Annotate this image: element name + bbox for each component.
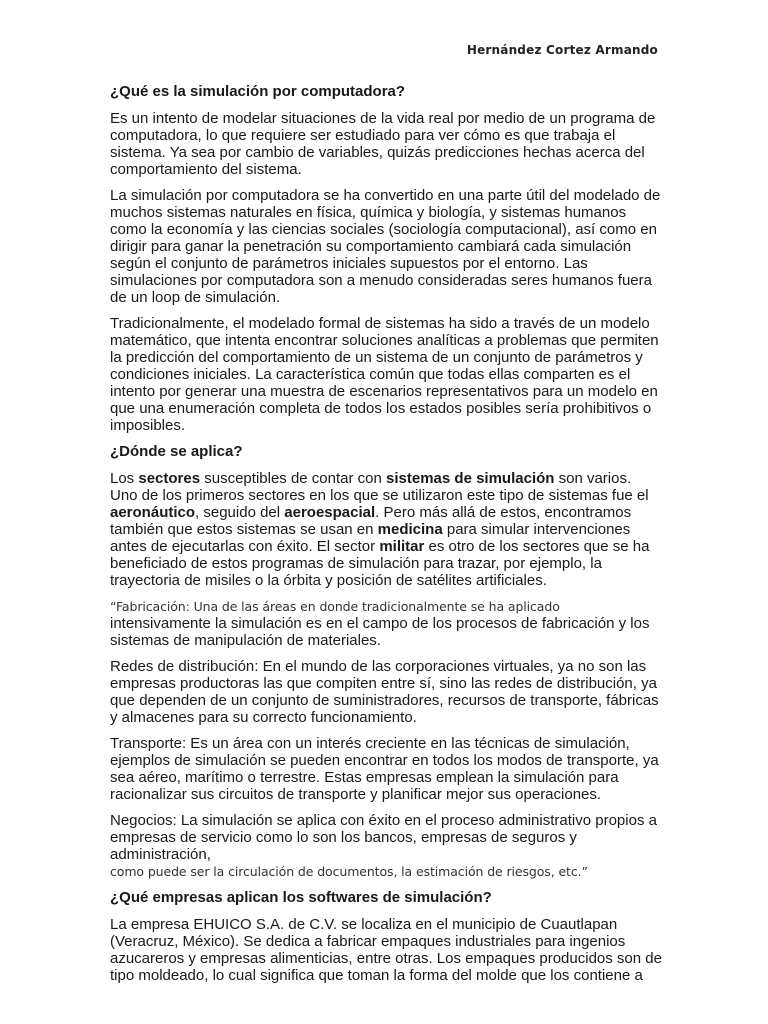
fabricacion-rest: intensivamente la simulación es en el campo de los procesos de fabricación y los sistemas de manipulación de materiales.	[110, 615, 650, 649]
paragraph-fabricacion	[110, 598, 662, 649]
paragraph-ehuico: La empresa EHUICO S.A. de C.V. se localiza en el municipio de Cuautlapan (Veracruz, México). Se dedica a fabricar empaques industriales para ingenios azucareros y empresas alimenticias, entre otras. Los empaques producidos son de tipo moldeado, lo cual significa que toman la forma del molde que los contiene a	[110, 916, 662, 984]
heading-que-es-simulacion: ¿Qué es la simulación por computadora?	[110, 83, 406, 100]
paragraph-definicion: Es un intento de modelar situaciones de la vida real por medio de un programa de computadora, lo que requiere ser estudiado para ver cómo es que trabaja el sistema. Ya sea por cambio de variables, quizás predicciones hechas acerca del comportamiento del sistema.	[110, 110, 656, 178]
paragraph-redes-distribucion: Redes de distribución: En el mundo de las corporaciones virtuales, ya no son las empresas productoras las que compiten entre sí, sino las redes de distribución, ya que dependen de un conjunto de suministradores, recursos de transporte, fábricas y almacenes para su correcto funcionamiento.	[110, 658, 659, 726]
document-body	[110, 83, 662, 993]
negocios-tail: como puede ser la circulación de documentos, la estimación de riesgos, etc.”	[110, 864, 588, 879]
fabricacion-lead: “Fabricación: Una de las áreas en donde tradicionalmente se ha aplicado	[110, 599, 560, 614]
paragraph-simulacion-util: La simulación por computadora se ha convertido en una parte útil del modelado de muchos sistemas naturales en física, química y biología, y sistemas humanos como la economía y las ciencias sociales (sociología computacional), así como en dirigir para ganar la penetración su comportamiento cambiará cada simulación según el conjunto de parámetros iniciales supuestos por el entorno. Las simulaciones por computadora son a menudo consideradas seres humanos fuera de un loop de simulación.	[110, 187, 661, 306]
paragraph-sectores: Los sectores susceptibles de contar con sistemas de simulación son varios. Uno de los primeros sectores en los que se utilizaron este tipo de sistemas fue el aeronáutico, seguido del aeroespacial. Pero más allá de estos, encontramos también que estos sistemas se usan en medicina para simular intervenciones antes de ejecutarlas con éxito. El sector militar es otro de los sectores que se ha beneficiado de estos programas de simulación para trazar, por ejemplo, la trayectoria de misiles o la órbita y posición de satélites artificiales.	[110, 470, 650, 589]
heading-donde-se-aplica: ¿Dónde se aplica?	[110, 443, 243, 460]
paragraph-transporte: Transporte: Es un área con un interés creciente en las técnicas de simulación, ejemplos de simulación se pueden encontrar en todos los modos de transporte, ya sea aéreo, marítimo o terrestre. Estas empresas emplean la simulación para racionalizar sus circuitos de transporte y planificar mejor sus operaciones.	[110, 735, 659, 803]
paragraph-negocios	[110, 812, 662, 880]
paragraph-modelado-formal: Tradicionalmente, el modelado formal de sistemas ha sido a través de un modelo matemático, que intenta encontrar soluciones analíticas a problemas que permiten la predicción del comportamiento de un sistema de un conjunto de parámetros y condiciones iniciales. La característica común que todas ellas comparten es el intento por generar una muestra de escenarios representativos para un modelo en que una enumeración completa de todos los estados posibles sería prohibitivos o imposibles.	[110, 315, 659, 434]
author-header: Hernández Cortez Armando	[466, 43, 658, 57]
negocios-main: Negocios: La simulación se aplica con éxito en el proceso administrativo propios a empresas de servicio como lo son los bancos, empresas de seguros y administración,	[110, 812, 657, 863]
heading-que-empresas: ¿Qué empresas aplican los softwares de simulación?	[110, 889, 492, 906]
